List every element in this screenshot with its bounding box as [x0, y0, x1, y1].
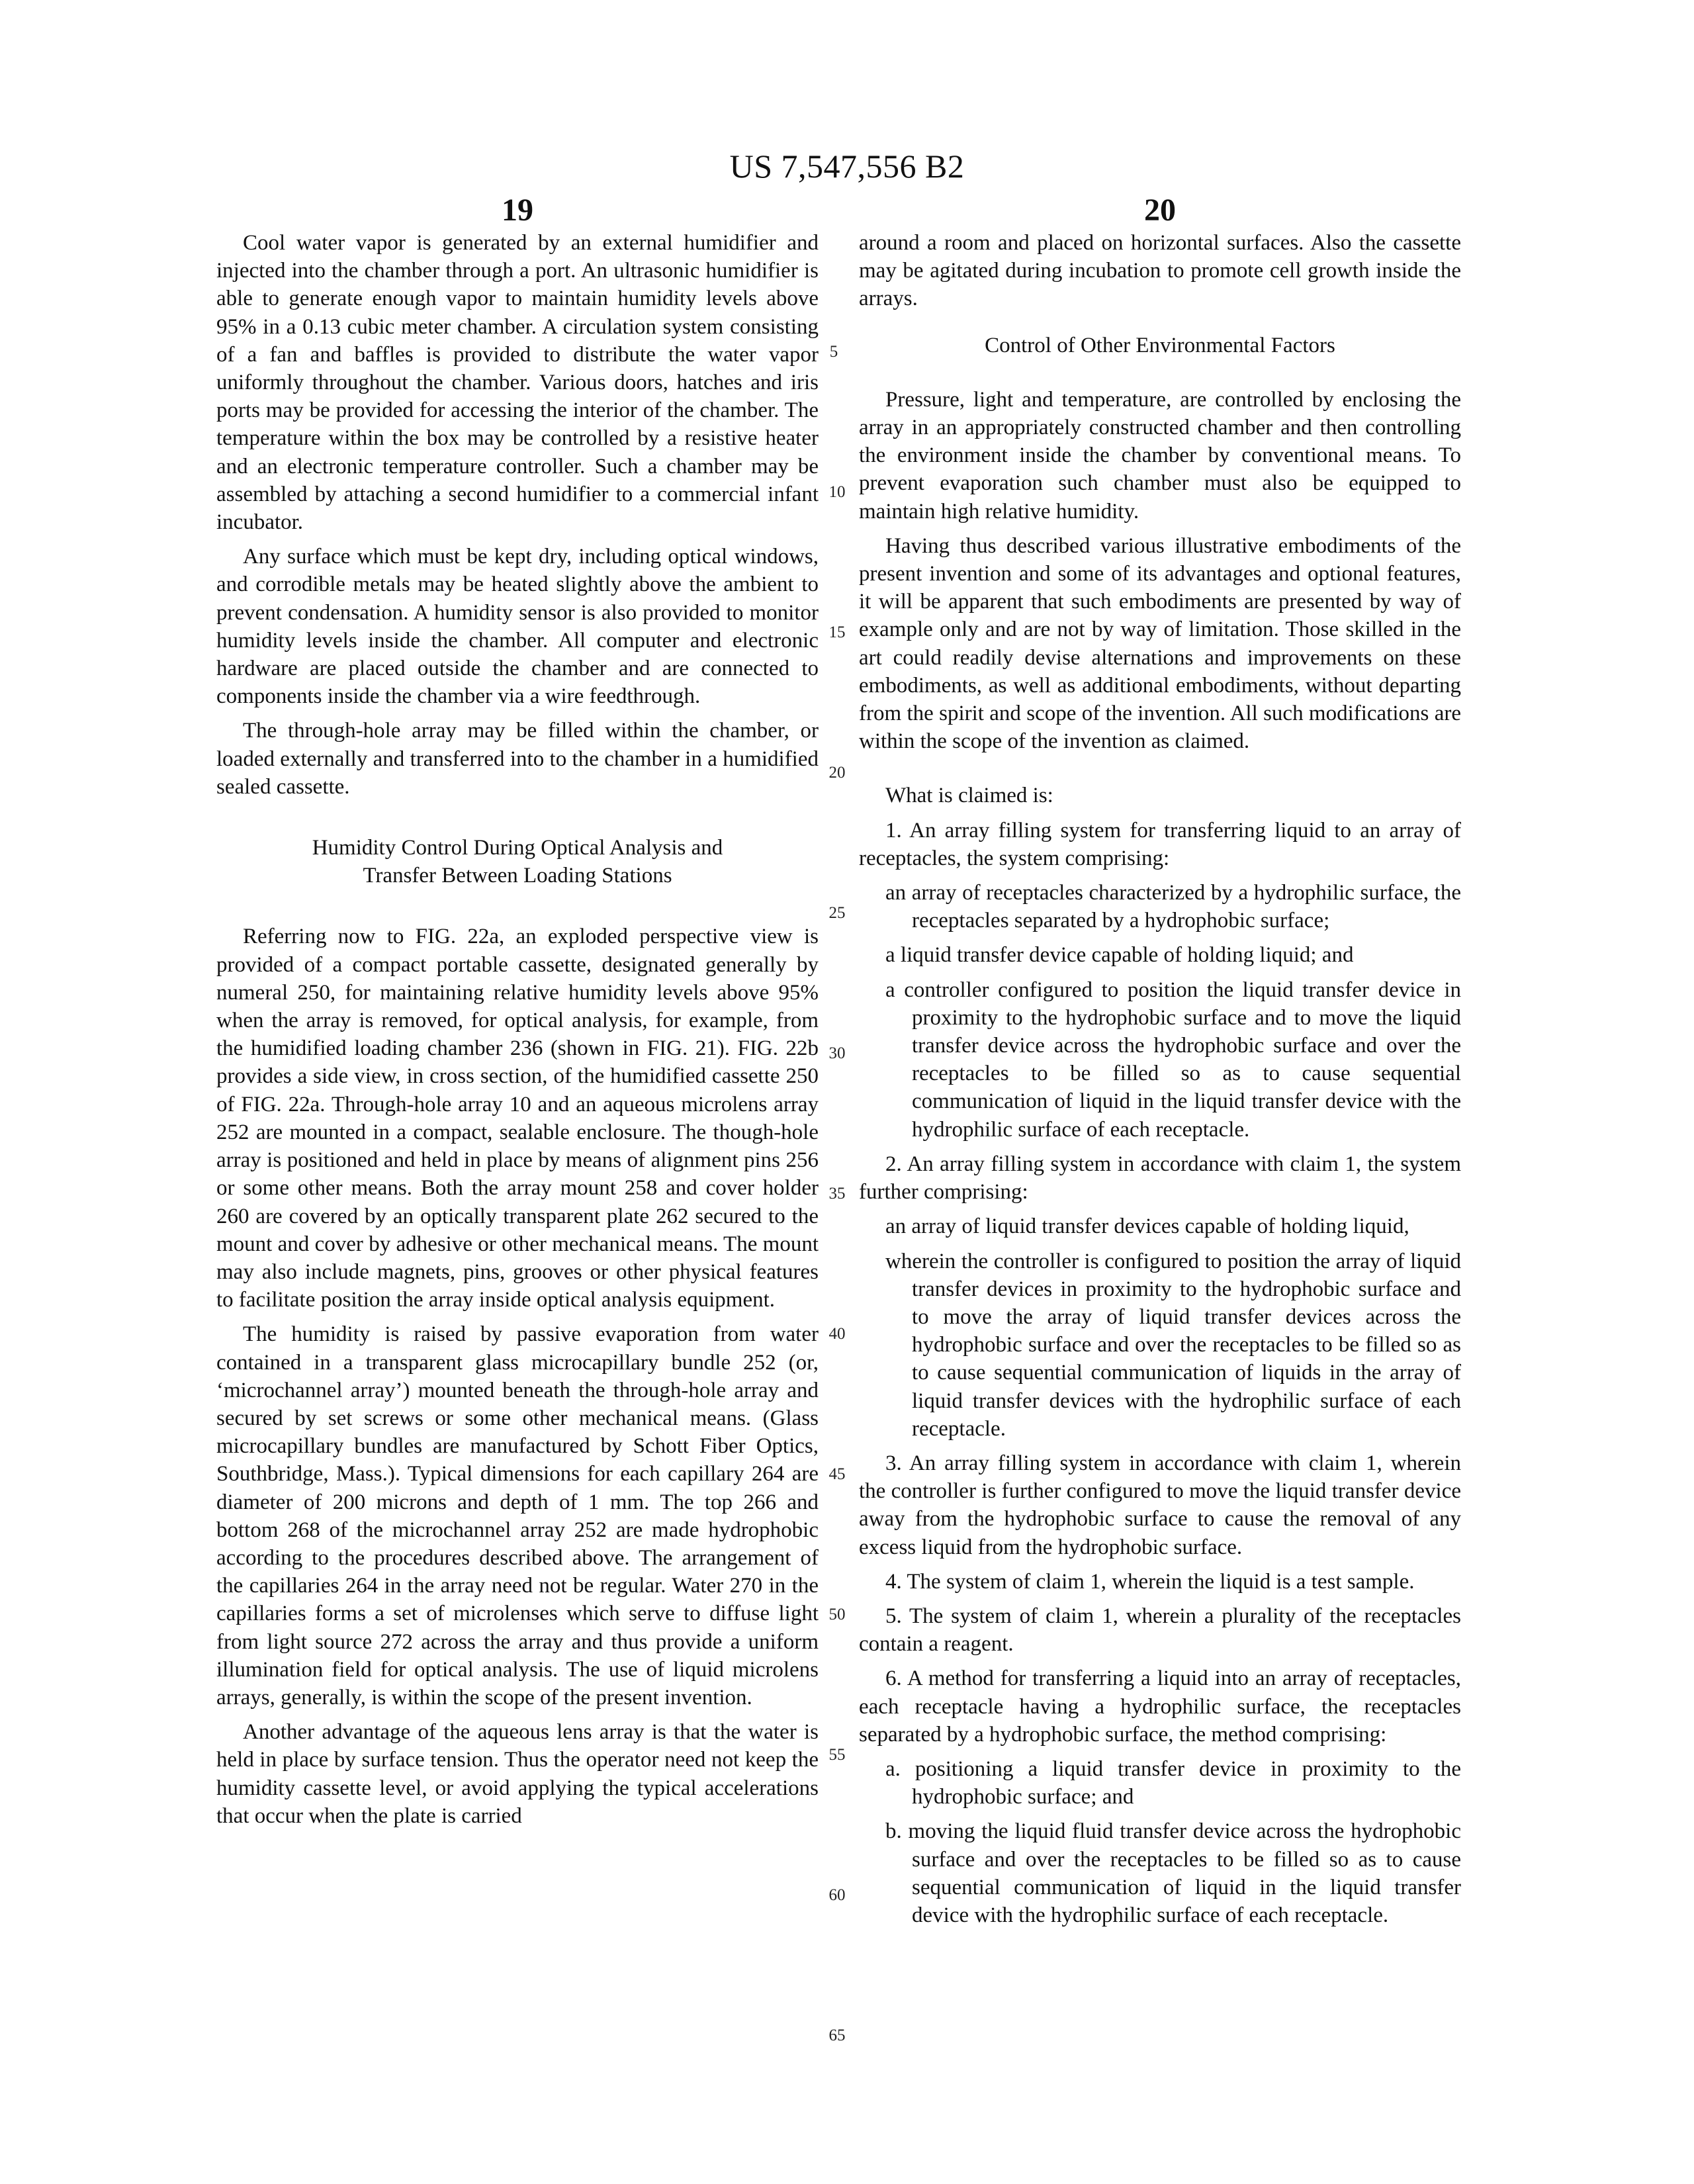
line-number: 65	[828, 2026, 846, 2044]
claims-intro: What is claimed is:	[885, 784, 1053, 808]
claim-2: 2. An array filling system in accordance with claim 1, the system further comprising:	[859, 1152, 1461, 1205]
paragraph: The humidity is raised by passive evaporation from water contained in a transparent glass microcapillary bundle 252 (or, ‘microchannel array’) mounted beneath the through-hole array and secured by set screws or some other mechanical means. (Glass microcapillary bundles are manufactured by Schott Fiber Optics, Southbridge, Mass.). Typical dimensions for each capillary 264 are diameter of 200 microns and depth of 1 mm. The top 266 and bottom 268 of the microchannel array 252 are made hydrophobic according to the procedures described above. The arrangement of the capillaries 264 in the array need not be regular. Water 270 in the capillaries forms a set of microlenses which serve to diffuse light from light source 272 across the array and thus provide a uniform illumination field for optical analysis. The use of liquid microlens arrays, generally, is within the scope of the present invention.	[216, 1322, 819, 1709]
paragraph: Another advantage of the aqueous lens array is that the water is held in place by surface tension. Thus the operator need not keep the humidity cassette level, or avoid applying the typical accelerations that occur when the plate is carried	[216, 1720, 819, 1828]
section-heading: Transfer Between Loading Stations	[363, 864, 672, 888]
paragraph: The through-hole array may be filled within the chamber, or loaded externally and transferred into to the chamber in a humidified sealed cassette.	[216, 719, 819, 799]
line-number: 30	[828, 1044, 846, 1062]
claim-element: wherein the controller is configured to position the array of liquid transfer devices in proximity to the hydrophobic surface and to move the array of liquid transfer devices across the hydrophobic surface and over the receptacles to be filled so as to cause sequential communication of liquids in the array of liquid transfer devices with the hydrophilic surface of each receptacle.	[885, 1249, 1461, 1441]
line-number: 60	[828, 1886, 846, 1904]
line-number: 5	[829, 343, 838, 361]
paragraph: Any surface which must be kept dry, including optical windows, and corrodible metals may be heated slightly above the ambient to prevent condensation. A humidity sensor is also provided to monitor humidity levels inside the chamber. All computer and electronic hardware are placed outside the chamber and are connected to components inside the chamber via a wire feedthrough.	[216, 545, 819, 709]
paragraph: Pressure, light and temperature, are controlled by enclosing the array in an appropriately constructed chamber and then controlling the environment inside the chamber by conventional means. To prevent evaporation such chamber must also be equipped to maintain high relative humidity.	[859, 387, 1461, 523]
left-column-number: 19	[502, 193, 533, 228]
line-number: 25	[828, 904, 846, 922]
line-number: 45	[828, 1465, 846, 1483]
left-column	[216, 229, 819, 1837]
claim-element: a liquid transfer device capable of holding liquid; and	[885, 943, 1354, 968]
claim-step: a. positioning a liquid transfer device in proximity to the hydrophobic surface; and	[885, 1756, 1461, 1809]
claim-6: 6. A method for transferring a liquid into an array of receptacles, each receptacle having a hydrophilic surface, the receptacles separated by a hydrophobic surface, the method comprising:	[859, 1666, 1461, 1747]
claim-3: 3. An array filling system in accordance with claim 1, wherein the controller is further configured to move the liquid transfer device away from the hydrophobic surface to cause the removal of any excess liquid from the hydrophobic surface.	[859, 1451, 1461, 1559]
section-heading: Control of Other Environmental Factors	[985, 333, 1335, 357]
patent-number: US 7,547,556 B2	[729, 148, 965, 185]
right-column	[859, 229, 1461, 1936]
paragraph: Cool water vapor is generated by an external humidifier and injected into the chamber through a port. An ultrasonic humidifier is able to generate enough vapor to maintain humidity levels above 95% in a 0.13 cubic meter chamber. A circulation system consisting of a fan and baffles is provided to distribute the water vapor uniformly throughout the chamber. Various doors, hatches and iris ports may be provided for accessing the interior of the chamber. The temperature within the box may be controlled by a resistive heater and an electronic temperature controller. Such a chamber may be assembled by attaching a second humidifier to a commercial infant incubator.	[216, 231, 819, 535]
claim-step: b. moving the liquid fluid transfer device across the hydrophobic surface and over the receptacles to be filled so as to cause sequential communication of liquid in the liquid transfer device with the hydrophilic surface of each receptacle.	[885, 1819, 1461, 1927]
line-number: 50	[828, 1606, 846, 1623]
paragraph: around a room and placed on horizontal surfaces. Also the cassette may be agitated during incubation to promote cell growth inside the arrays.	[859, 231, 1461, 311]
paragraph: Having thus described various illustrative embodiments of the present invention and some of its advantages and optional features, it will be apparent that such embodiments are presented by way of example only and are not by way of limitation. Those skilled in the art could readily devise alternations and improvements on these embodiments, as well as additional embodiments, without departing from the spirit and scope of the invention. All such modifications are within the scope of the invention as claimed.	[859, 533, 1461, 754]
line-number: 15	[828, 623, 846, 641]
claim-5: 5. The system of claim 1, wherein a plurality of the receptacles contain a reagent.	[859, 1604, 1461, 1657]
claim-1: 1. An array filling system for transferring liquid to an array of receptacles, the system comprising:	[859, 818, 1461, 870]
line-number: 35	[828, 1185, 846, 1203]
claim-element: an array of receptacles characterized by a hydrophilic surface, the receptacles separated by a hydrophobic surface;	[885, 881, 1461, 933]
claim-4: 4. The system of claim 1, wherein the liquid is a test sample.	[885, 1569, 1415, 1594]
line-number: 10	[828, 483, 846, 501]
section-heading: Humidity Control During Optical Analysis and	[312, 836, 723, 860]
line-number: 20	[828, 764, 846, 782]
line-number: 40	[828, 1325, 846, 1343]
line-number: 55	[828, 1746, 846, 1764]
claim-element: an array of liquid transfer devices capable of holding liquid,	[885, 1214, 1409, 1239]
right-column-number: 20	[1144, 193, 1176, 228]
paragraph: Referring now to FIG. 22a, an exploded perspective view is provided of a compact portable cassette, designated generally by numeral 250, for maintaining relative humidity levels above 95% when the array is removed, for optical analysis, for example, from the humidified loading chamber 236 (shown in FIG. 21). FIG. 22b provides a side view, in cross section, of the humidified cassette 250 of FIG. 22a. Through-hole array 10 and an aqueous microlens array 252 are mounted in a compact, sealable enclosure. The though-hole array is positioned and held in place by means of alignment pins 256 or some other means. Both the array mount 258 and cover holder 260 are covered by an optically transparent plate 262 secured to the mount and cover by adhesive or other mechanical means. The mount may also include magnets, pins, grooves or other physical features to facilitate position the array inside optical analysis equipment.	[216, 925, 819, 1312]
claim-element: a controller configured to position the liquid transfer device in proximity to the hydrophobic surface and to move the liquid transfer device across the hydrophobic surface and over the receptacles to be filled so as to cause sequential communication of liquid in the liquid transfer device with the hydrophilic surface of each receptacle.	[885, 978, 1461, 1142]
